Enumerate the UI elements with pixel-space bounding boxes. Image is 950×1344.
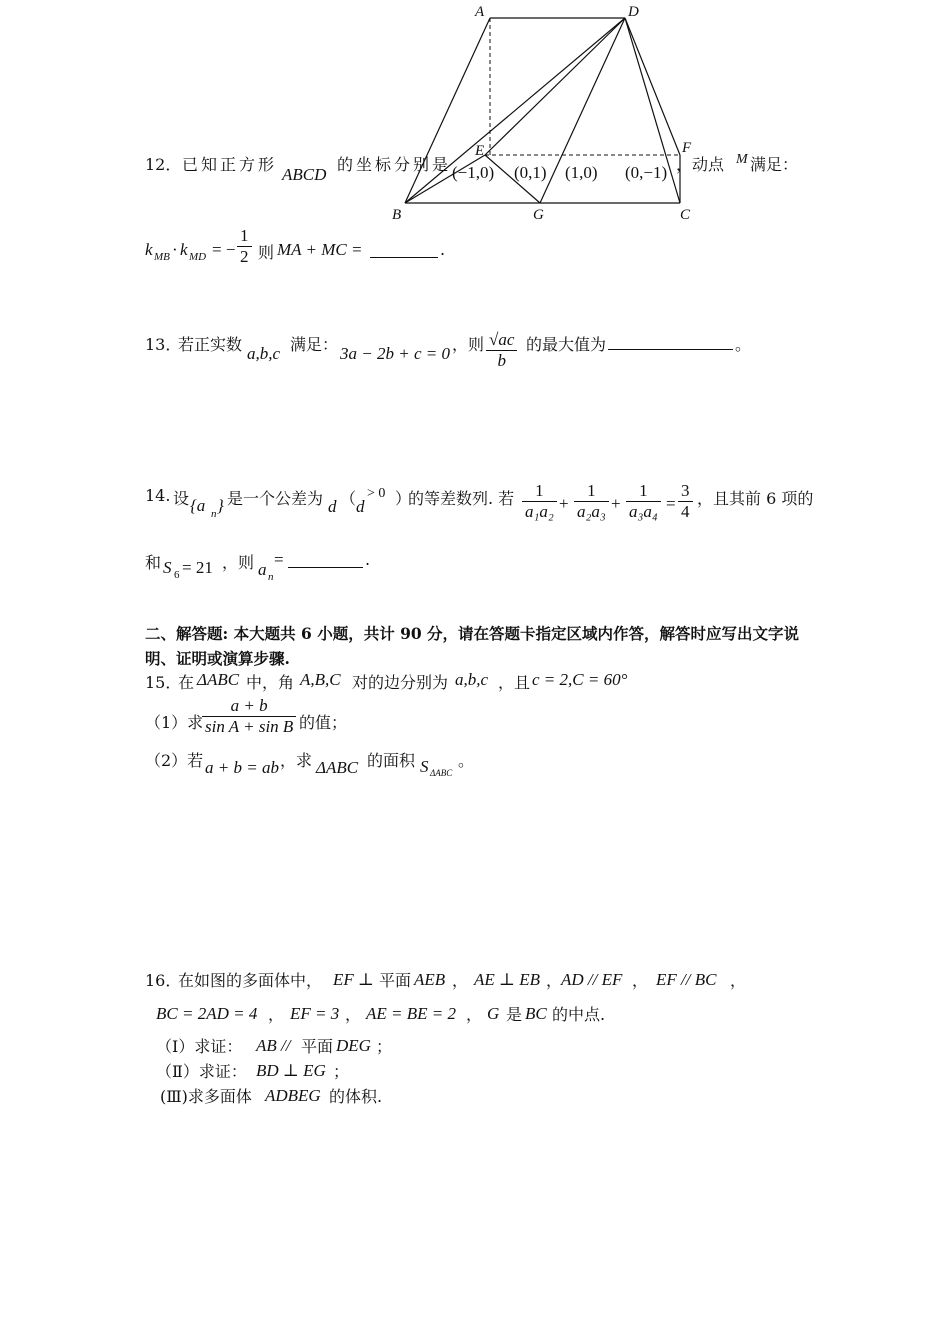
q15-p2-end: 。 [458, 751, 475, 770]
q16-line2-sep1: ， [268, 1005, 285, 1024]
q13-equation: 3a − 2b + c = 0 [340, 344, 450, 363]
q14-frac-3 [626, 481, 661, 522]
q15-p1-num: a + b [202, 696, 296, 717]
q16-line2-t2: 的中点. [552, 1005, 606, 1024]
q13-text3: ，则 [452, 335, 485, 354]
q12-frac-den: 2 [240, 247, 249, 266]
q16-sep3: ， [632, 971, 649, 990]
q14-d: d [328, 497, 337, 516]
q13-fraction [486, 330, 517, 371]
q14-number: 14. [145, 486, 171, 505]
label-a: A [475, 4, 485, 20]
q12-coord-2: (0,1) [514, 163, 547, 182]
q12-text3: ，动点 [676, 155, 725, 174]
q14-answer-blank[interactable] [288, 551, 363, 568]
q12-abcd: ABCD [282, 165, 327, 184]
q16-line2-bc: BC [525, 1004, 547, 1023]
q14-gt: > 0 [367, 486, 386, 501]
q14-text5: ，则 [222, 553, 255, 572]
label-b: B [392, 207, 402, 223]
q15-p2-text2: 的面积 [367, 751, 416, 770]
q13-frac-num: √ac [486, 330, 517, 351]
q14-end: . [365, 550, 371, 569]
q15-text2: 中，角 [246, 673, 295, 692]
q13-text2: 满足： [290, 335, 339, 354]
q14-f4-num: 3 [678, 481, 693, 502]
q14-d2: d [356, 497, 365, 516]
q16-i-plane: 平面 [301, 1037, 334, 1056]
q15-p1-den: sin A + sin B [205, 717, 294, 736]
q14-paren-close: ） [395, 489, 412, 508]
q16-sep2: ， [546, 971, 563, 990]
q16-c1-plane: 平面 [379, 971, 412, 990]
q15-p1-end: 的值； [299, 713, 348, 732]
q13-answer-blank[interactable] [608, 333, 733, 350]
q12-kmb: k [145, 240, 153, 259]
q14-an-sub: n [268, 571, 274, 583]
section-2-line1: 二、解答题: 本大题共 6 小题，共计 90 分，请在答题卡指定区域内作答，解答时应写出文字说 [145, 624, 800, 643]
q16-ii-expr: BD ⊥ EG [256, 1061, 326, 1080]
q14-s6: S [163, 558, 172, 577]
q14-an-eq: = [274, 550, 284, 569]
q12-text4: 满足： [750, 155, 799, 174]
q14-text4: ，且其前 6 项的 [697, 489, 814, 508]
q12-eq: = − [212, 240, 236, 259]
q15-sides: a,b,c [455, 670, 489, 689]
q16-i-expr: AB // [256, 1036, 291, 1055]
q16-text1: 在如图的多面体中， [178, 971, 323, 990]
q15-angles: A,B,C [300, 670, 341, 689]
q16-line2-a: BC = 2AD = 4 [156, 1004, 258, 1023]
q14-f1-num: 1 [522, 481, 557, 502]
q16-line2-c: AE = BE = 2 [366, 1004, 456, 1023]
q16-sep1: ， [452, 971, 469, 990]
q14-f4-den: 4 [681, 502, 690, 521]
q15-cond: c = 2,C = 60° [532, 670, 628, 689]
q16-line2-b: EF = 3 [290, 1004, 340, 1023]
q12-m: M [736, 152, 748, 167]
q12-coord-4: (0,−1) [625, 163, 668, 182]
q16-sep4: ， [730, 971, 747, 990]
q12-then: 则 [258, 243, 275, 262]
q12-number: 12． [145, 155, 182, 174]
label-f: F [682, 140, 692, 156]
label-d: D [628, 4, 639, 20]
q14-f2-num: 1 [574, 481, 609, 502]
q14-an: a [258, 560, 267, 579]
q14-seq-close: } [217, 496, 224, 515]
q13-end: 。 [735, 335, 752, 354]
q12-kmd: k [180, 240, 188, 259]
polyhedron-figure [380, 0, 710, 230]
q15-p2-label: （2）若 [145, 751, 204, 770]
q16-c3: AD // EF [561, 970, 623, 989]
q12-kmb-sub: MB [154, 251, 170, 263]
q16-line2-g: G [487, 1004, 500, 1023]
q16-ii-label: （Ⅱ）求证： [156, 1062, 247, 1081]
q13-number: 13． [145, 335, 182, 354]
q13-text4: 的最大值为 [526, 335, 607, 354]
q13-vars: a,b,c [247, 344, 281, 363]
q12-text2: 的坐标分别是 [337, 155, 452, 174]
q15-tri: ΔABC [197, 670, 240, 689]
label-g: G [533, 207, 544, 223]
q15-p1-label: （1）求 [145, 713, 204, 732]
q12-coord-3: (1,0) [565, 163, 598, 182]
q14-f2-den: a₂a₃ [577, 502, 606, 521]
q15-text4: ，且 [498, 673, 531, 692]
q12-end: . [440, 240, 446, 259]
section-2-line2: 明、证明或演算步骤. [145, 649, 290, 668]
q14-s6-sub: 6 [174, 569, 180, 581]
q15-p2-cond: a + b = ab [205, 758, 279, 777]
q16-iii-end: 的体积. [329, 1087, 383, 1106]
q16-line2-t1: 是 [506, 1005, 523, 1024]
q16-i-end: ； [376, 1037, 393, 1056]
q12-expr: MA + MC = [277, 240, 363, 259]
q15-text3: 对的边分别为 [352, 673, 449, 692]
q16-c1: EF ⊥ [333, 970, 375, 989]
q15-p2-s-sub: ΔABC [430, 768, 453, 778]
q14-frac-2 [574, 481, 609, 522]
q16-line2-sep3: ， [466, 1005, 483, 1024]
q12-answer-blank[interactable] [370, 241, 438, 258]
q16-iii-label: (Ⅲ)求多面体 [160, 1087, 252, 1106]
q16-ii-end: ； [333, 1062, 350, 1081]
q13-text1: 若正实数 [178, 335, 243, 354]
q14-frac-1 [522, 481, 557, 522]
q15-p1-fraction [202, 696, 296, 737]
q14-he: 和 [145, 553, 162, 572]
q14-f3-num: 1 [626, 481, 661, 502]
q16-i-label: （Ⅰ）求证： [156, 1037, 243, 1056]
q14-eq: = [666, 494, 676, 513]
label-c: C [680, 207, 691, 223]
q14-f3-den: a₃a₄ [629, 502, 658, 521]
q15-p2-s: S [420, 757, 429, 776]
q16-c4: EF // BC [656, 970, 717, 989]
q14-f1-den: a₁a₂ [525, 502, 554, 521]
q12-dot: · [172, 240, 178, 259]
q14-text1: 设 [173, 489, 190, 508]
q12-kmd-sub: MD [189, 251, 207, 263]
q12-fraction [237, 226, 252, 267]
label-e: E [475, 143, 485, 159]
q14-text3: 的等差数列. 若 [408, 489, 515, 508]
q14-paren-open: （ [340, 489, 357, 508]
q14-s6-val: = 21 [182, 558, 213, 577]
q14-seq-sub: n [211, 508, 217, 520]
q12-text1: 已知正方形 [182, 155, 278, 174]
q16-line2-sep2: ， [345, 1005, 362, 1024]
q14-seq: {a [190, 496, 206, 515]
q15-p2-tri: ΔABC [316, 758, 359, 777]
q12-frac-num: 1 [237, 226, 252, 247]
q16-c1-aeb: AEB [414, 970, 446, 989]
q14-frac-4 [678, 481, 693, 522]
q15-number: 15． [145, 673, 182, 692]
q16-iii-expr: ADBEG [265, 1086, 321, 1105]
q15-p2-text: ，求 [280, 751, 313, 770]
q16-c2: AE ⊥ EB [474, 970, 541, 989]
q12-coord-1: (−1,0) [452, 163, 495, 182]
q14-plus1: + [559, 494, 569, 513]
q16-i-pl: DEG [336, 1036, 371, 1055]
q15-text1: 在 [178, 673, 195, 692]
q13-frac-den: b [497, 351, 506, 370]
q14-text2: 是一个公差为 [227, 489, 324, 508]
q14-plus2: + [611, 494, 621, 513]
q16-number: 16． [145, 971, 182, 990]
